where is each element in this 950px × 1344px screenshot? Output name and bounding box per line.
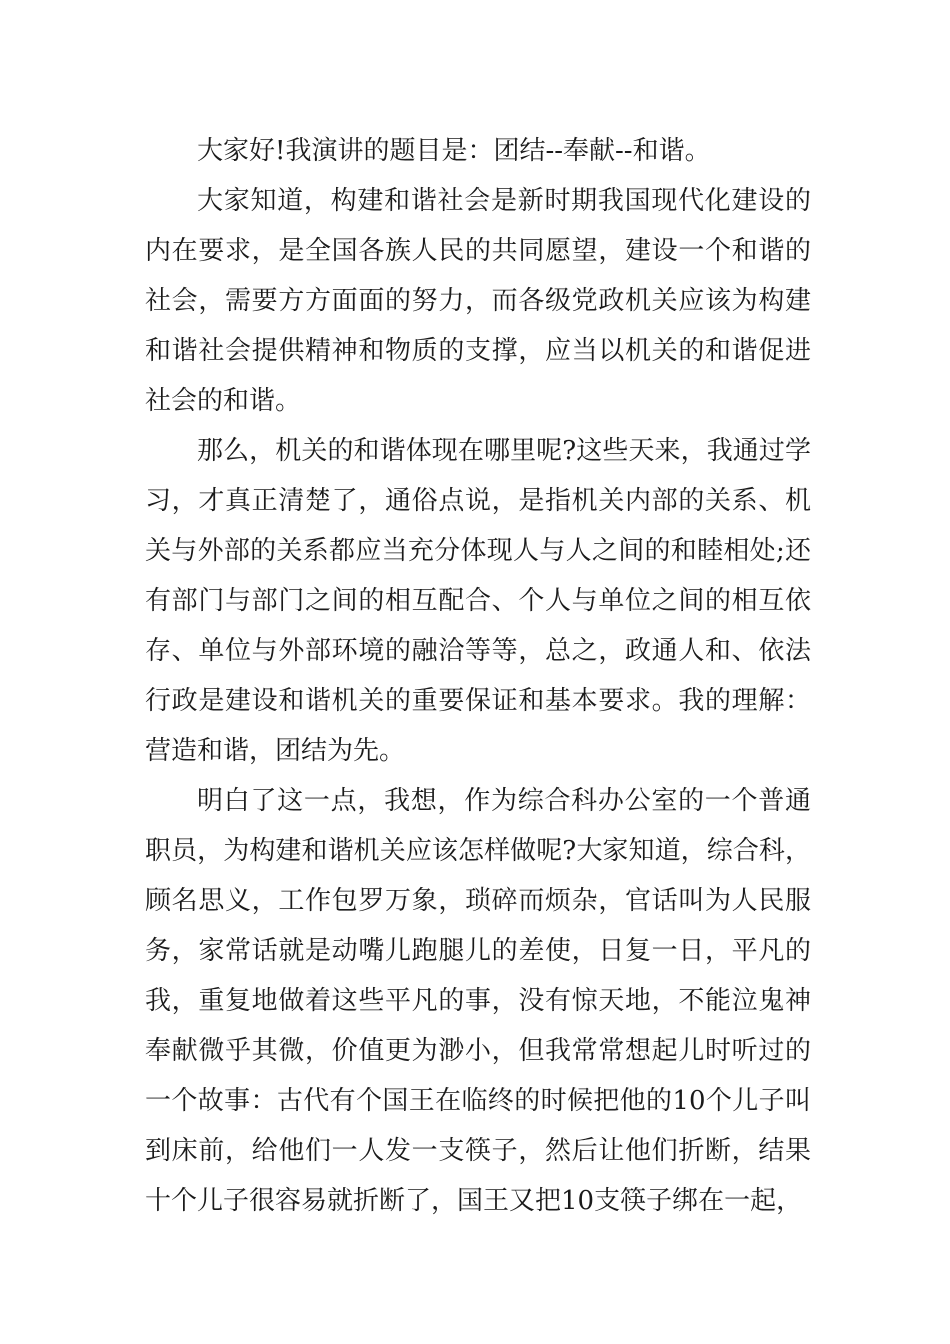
paragraph-harmonious-society: 大家知道，构建和谐社会是新时期我国现代化建设的内在要求，是全国各族人民的共同愿望，建设一个和谐的社会，需要方方面面的努力，而各级党政机关应该为构建和谐社会提供精神和物质的支撑，应当以机关的和谐促进社会的和谐。 [145,186,811,416]
speech-body [145,126,811,1226]
paragraph-clerk-story: 明白了这一点，我想，作为综合科办公室的一个普通职员，为构建和谐机关应该怎样做呢?大家知道，综合科，顾名思义，工作包罗万象，琐碎而烦杂，官话叫为人民服务，家常话就是动嘴儿跑腿儿的差使，日复一日，平凡的我，重复地做着这些平凡的事，没有惊天地，不能泣鬼神奉献微乎其微，价值更为渺小，但我常常想起儿时听过的一个故事：古代有个国王在临终的时候把他的10个儿子叫到床前，给他们一人发一支筷子，然后让他们折断，结果十个儿子很容易就折断了，国王又把10支筷子绑在一起， [145,786,811,1216]
paragraph-organ-harmony: 那么，机关的和谐体现在哪里呢?这些天来，我通过学习，才真正清楚了，通俗点说，是指机关内部的关系、机关与外部的关系都应当充分体现人与人之间的和睦相处;还有部门与部门之间的相互配合、个人与单位之间的相互依存、单位与外部环境的融洽等等，总之，政通人和、依法行政是建设和谐机关的重要保证和基本要求。我的理解：营造和谐，团结为先。 [145,436,811,766]
paragraph-greeting: 大家好!我演讲的题目是：团结--奉献--和谐。 [197,136,711,166]
